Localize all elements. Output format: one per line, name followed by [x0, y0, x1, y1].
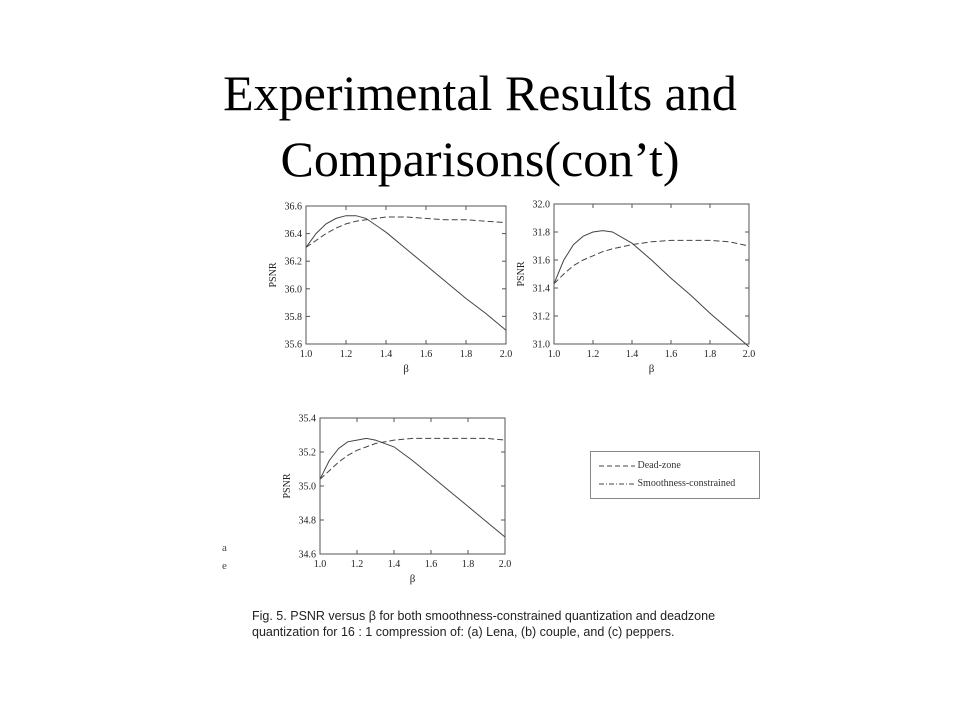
legend-dashed-line-icon	[599, 462, 635, 470]
x-tick-label: 1.4	[379, 349, 393, 360]
plot-frame	[554, 204, 749, 344]
legend-dash-dot-line-icon	[599, 480, 635, 488]
y-tick-label: 31.4	[532, 283, 550, 295]
y-tick-label: 31.0	[532, 339, 550, 351]
y-tick-label: 35.4	[298, 413, 316, 425]
y-tick-label: 34.8	[298, 515, 316, 527]
x-tick-label: 2.0	[498, 559, 512, 570]
caption-fig-label: Fig. 5.	[252, 609, 287, 623]
y-tick-label: 36.2	[284, 256, 302, 268]
x-tick-label: 1.6	[424, 559, 438, 570]
chart-legend	[590, 451, 760, 499]
x-tick-label: 1.0	[313, 559, 327, 570]
y-axis-label: PSNR	[268, 262, 279, 288]
plot-frame	[306, 206, 506, 344]
slide-title	[0, 60, 960, 192]
chart-couple	[512, 196, 762, 396]
x-tick-label: 1.2	[339, 349, 353, 360]
x-tick-label: 1.6	[664, 349, 678, 360]
x-tick-label: 1.2	[586, 349, 600, 360]
y-tick-label: 35.6	[284, 339, 302, 351]
y-tick-label: 35.0	[298, 481, 316, 493]
y-axis-label: PSNR	[516, 261, 527, 287]
x-tick-label: 1.8	[459, 349, 473, 360]
x-tick-label: 1.0	[547, 349, 561, 360]
x-tick-label: 1.4	[625, 349, 639, 360]
x-tick-label: 1.2	[350, 559, 364, 570]
series-line-solid	[554, 231, 749, 347]
stray-mark: a	[222, 542, 227, 554]
caption-text: PSNR versus β for both smoothness-constrained quantization and deadzone quantization for 16 : 1 compression of: (a) Lena, (b) couple, and (c) peppers.	[252, 609, 716, 639]
chart-peppers	[270, 406, 520, 592]
series-line-solid	[320, 438, 505, 537]
legend-label: Dead-zone	[637, 460, 681, 471]
figure-caption	[252, 608, 752, 640]
x-tick-label: 2.0	[742, 349, 756, 360]
y-tick-label: 36.4	[284, 229, 302, 241]
series-line-dashed	[320, 438, 505, 479]
y-tick-label: 35.8	[284, 311, 302, 323]
y-tick-label: 35.2	[298, 447, 316, 459]
y-tick-label: 36.6	[284, 201, 302, 213]
x-axis-label: β	[403, 363, 409, 375]
series-line-dashed	[554, 240, 749, 283]
legend-item-dead-zone	[599, 460, 681, 474]
chart-lena	[258, 196, 520, 396]
x-tick-label: 1.8	[461, 559, 475, 570]
y-tick-label: 36.0	[284, 284, 302, 296]
legend-label: Smoothness-constrained	[637, 478, 736, 489]
y-tick-label: 34.6	[298, 549, 316, 561]
stray-mark: e	[222, 560, 227, 572]
y-tick-label: 31.2	[532, 311, 550, 323]
legend-item-smoothness	[599, 478, 735, 492]
x-tick-label: 1.0	[299, 349, 313, 360]
y-axis-label: PSNR	[282, 473, 293, 499]
series-line-dashed	[306, 217, 506, 247]
x-tick-label: 2.0	[499, 349, 513, 360]
series-line-solid	[306, 216, 506, 331]
x-axis-label: β	[409, 573, 416, 585]
y-tick-label: 31.6	[532, 255, 550, 267]
x-axis-label: β	[648, 363, 655, 375]
x-tick-label: 1.4	[387, 559, 401, 570]
y-tick-label: 31.8	[532, 227, 550, 239]
x-tick-label: 1.6	[419, 349, 433, 360]
y-tick-label: 32.0	[532, 199, 550, 211]
title-line-1: Experimental Results and	[223, 65, 737, 121]
x-tick-label: 1.8	[703, 349, 717, 360]
title-line-2: Comparisons(con’t)	[280, 131, 680, 187]
